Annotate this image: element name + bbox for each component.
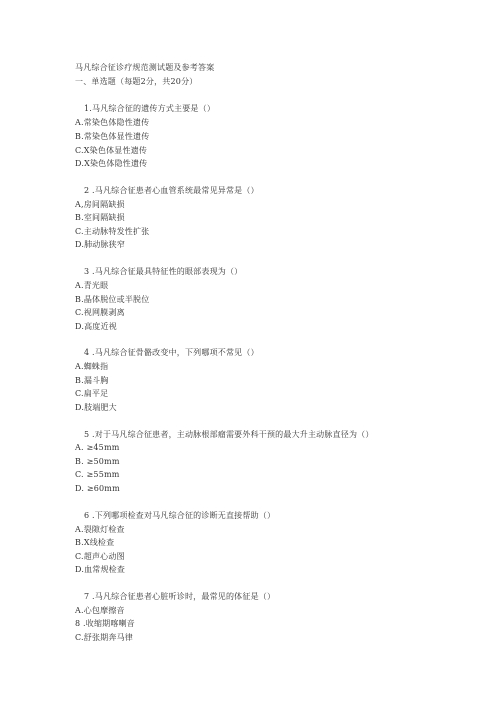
section-heading: 一、单选题（每题2分，共20分） <box>75 77 198 86</box>
question-2-option-b: B.室间隔缺损 <box>75 213 125 222</box>
question-6-stem: 6 .下列哪项检查对马凡综合征的诊断无直接帮助（） <box>84 511 276 520</box>
question-4-option-b: B.漏斗胸 <box>75 376 109 385</box>
question-7-option-b: 8 .收缩期喀喇音 <box>75 619 135 628</box>
question-5-option-a: A. ≥45mm <box>75 443 120 452</box>
question-5-option-b: B. ≥50mm <box>75 457 120 466</box>
document-title: 马凡综合征诊疗规范测试题及参考答案 <box>75 63 215 72</box>
question-3-option-b: B.晶体脱位或半脱位 <box>75 295 150 304</box>
question-6-option-b: B.X线检查 <box>75 538 115 547</box>
question-4-option-c: C.扁平足 <box>75 389 109 398</box>
question-5-option-c: C. ≥55mm <box>75 470 120 479</box>
question-2-option-a: A,房间隔缺损 <box>75 200 125 209</box>
question-1-option-a: A.常染色体隐性遗传 <box>75 118 150 127</box>
question-3-option-d: D.高度近视 <box>75 322 117 331</box>
question-2-option-d: D.肺动脉狭窄 <box>75 240 126 249</box>
question-4-option-a: A.蜘蛛指 <box>75 362 109 371</box>
question-5-stem: 5 .对于马凡综合征患者，主动脉根部瘤需要外科干预的最大升主动脉直径为（） <box>84 430 374 439</box>
question-7-stem: 7 .马凡综合征患者心脏听诊时，最常见的体征是（） <box>84 592 276 601</box>
question-1-option-d: D.X染色体隐性遗传 <box>75 159 148 168</box>
question-3-option-a: A.青光眼 <box>75 281 109 290</box>
question-6-option-d: D.血常规检查 <box>75 565 126 574</box>
question-1-stem: 1.马凡综合征的遗传方式主要是（） <box>84 104 216 113</box>
question-4-option-d: D.肢端肥大 <box>75 403 117 412</box>
question-6-option-c: C.超声心动图 <box>75 552 125 561</box>
question-1-option-b: B.常染色体显性遗传 <box>75 132 150 141</box>
question-5-option-d: D. ≥60mm <box>75 484 120 493</box>
question-3-stem: 3 .马凡综合征最具特征性的眼部表现为（） <box>84 267 243 276</box>
question-7-option-a: A.心包摩擦音 <box>75 606 125 615</box>
question-6-option-a: A.裂隙灯检查 <box>75 525 125 534</box>
question-2-option-c: C.主动脉特发性扩张 <box>75 227 150 236</box>
question-2-stem: 2 .马凡综合征患者心血管系统最常见异常是（） <box>84 186 259 195</box>
question-4-stem: 4 .马凡综合征骨骼改变中，下列哪项不常见（） <box>84 348 259 357</box>
question-7-option-c: C.舒张期奔马律 <box>75 633 133 642</box>
question-3-option-c: C.视网膜剥离 <box>75 308 125 317</box>
question-1-option-c: C.X染色体显性遗传 <box>75 146 148 155</box>
